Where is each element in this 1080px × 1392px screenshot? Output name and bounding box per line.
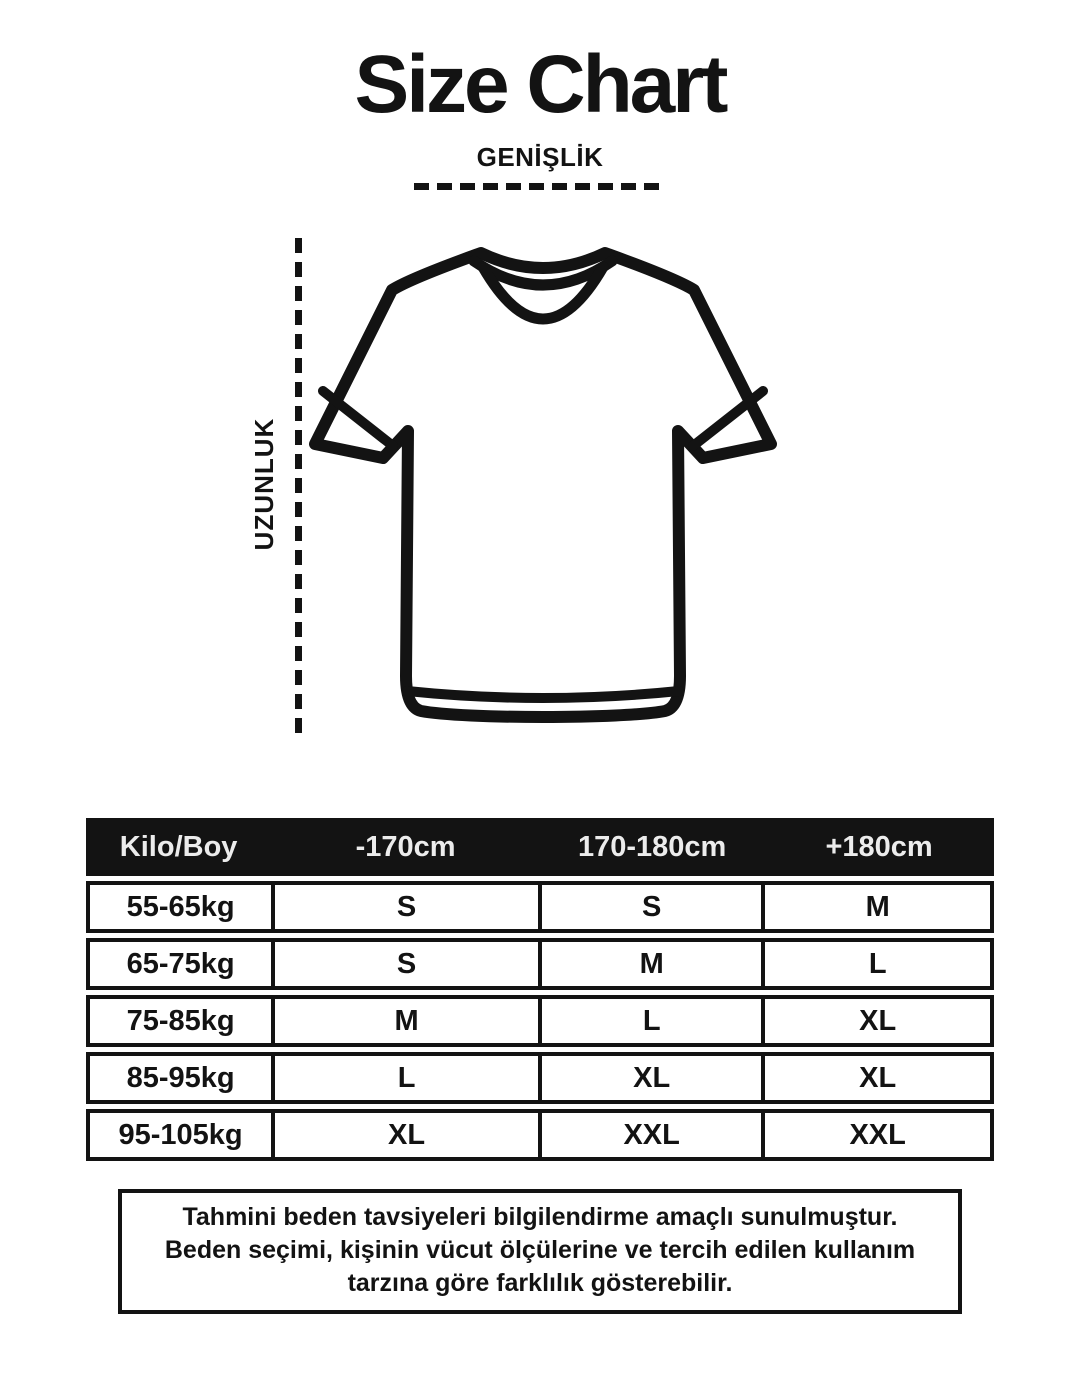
note-line: tarzına göre farklılık gösterebilir.	[347, 1269, 733, 1298]
table-row	[86, 938, 994, 990]
table-row	[86, 881, 994, 933]
width-label: GENİŞLİK	[476, 142, 604, 173]
size-cell: XL	[271, 1113, 538, 1157]
length-dashed-line	[295, 238, 302, 736]
size-cell: S	[271, 885, 538, 929]
disclaimer-note	[118, 1189, 962, 1314]
size-cell: M	[271, 999, 538, 1043]
table-row	[86, 1109, 994, 1161]
weight-cell: 95-105kg	[118, 1118, 243, 1151]
size-cell: M	[538, 942, 761, 986]
size-cell: L	[271, 1056, 538, 1100]
size-table	[86, 818, 994, 1161]
size-cell: L	[538, 999, 761, 1043]
header-cell-170-180: 170-180cm	[577, 830, 727, 863]
width-dashed-line	[414, 183, 667, 190]
header-cell-over-180: +180cm	[825, 830, 933, 863]
table-row	[86, 995, 994, 1047]
header-cell-weight: Kilo/Boy	[119, 830, 238, 863]
tshirt-measurement-diagram	[0, 190, 1080, 748]
size-cell: XXL	[538, 1113, 761, 1157]
weight-cell: 65-75kg	[126, 947, 235, 980]
size-cell: XL	[538, 1056, 761, 1100]
page-title: Size Chart	[354, 39, 726, 130]
table-header-row	[86, 818, 994, 876]
size-cell: M	[761, 885, 990, 929]
size-cell: S	[271, 942, 538, 986]
weight-cell: 75-85kg	[126, 1004, 235, 1037]
table-row	[86, 1052, 994, 1104]
size-cell: XL	[761, 999, 990, 1043]
weight-cell: 85-95kg	[126, 1061, 235, 1094]
size-cell: XXL	[761, 1113, 990, 1157]
note-line: Beden seçimi, kişinin vücut ölçülerine ve tercih edilen kullanım	[164, 1236, 916, 1265]
size-cell: S	[538, 885, 761, 929]
note-line: Tahmini beden tavsiyeleri bilgilendirme amaçlı sunulmuştur.	[182, 1203, 898, 1232]
length-label: UZUNLUK	[249, 417, 279, 551]
weight-cell: 55-65kg	[126, 890, 235, 923]
tshirt-outline-icon	[303, 238, 783, 730]
size-cell: XL	[761, 1056, 990, 1100]
header-cell-under-170: -170cm	[355, 830, 456, 863]
size-cell: L	[761, 942, 990, 986]
